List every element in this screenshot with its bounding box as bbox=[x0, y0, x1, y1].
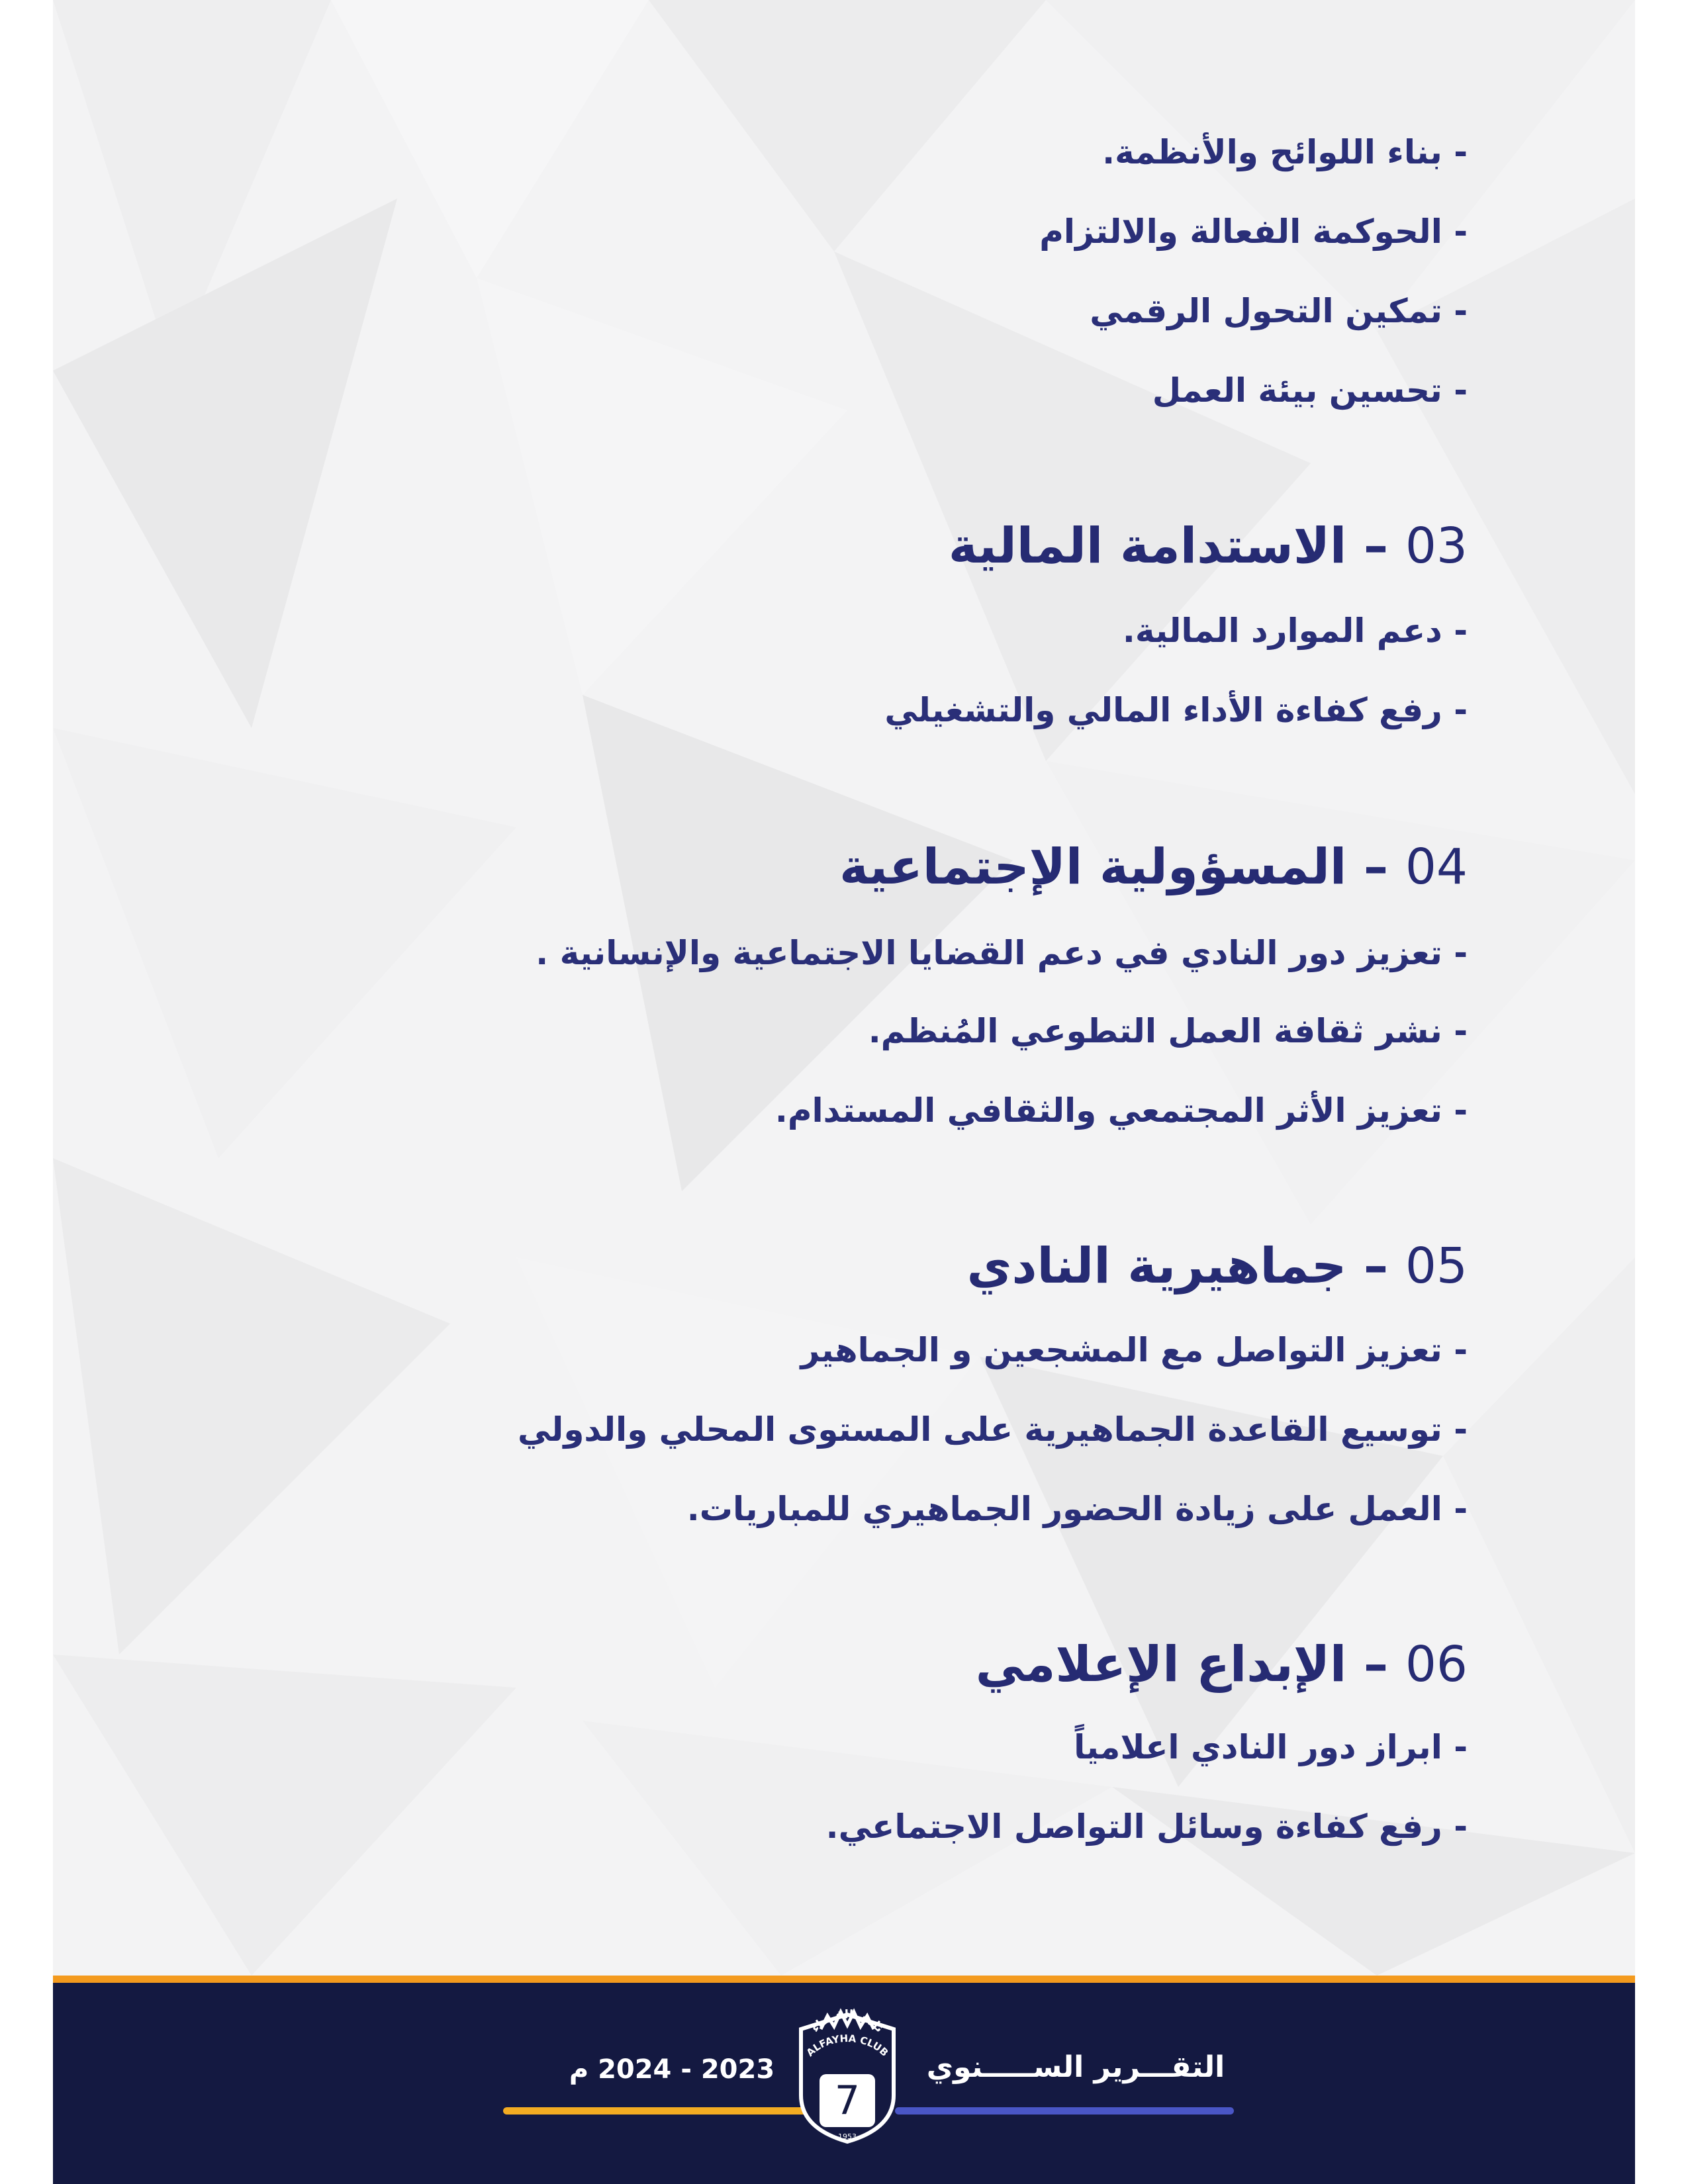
list-item: - تعزيز التواصل مع المشجعين و الجماهير bbox=[800, 1331, 1468, 1369]
section-title: – المسؤولية الإجتماعية bbox=[839, 839, 1389, 895]
page-number: 7 bbox=[834, 2077, 861, 2124]
section-heading-06 bbox=[976, 1631, 1468, 1698]
section-number: 03 bbox=[1405, 518, 1468, 574]
list-item: - ابراز دور النادي اعلامياً bbox=[1074, 1728, 1468, 1766]
footer-blue-bar bbox=[895, 2107, 1234, 2115]
list-item: - تمكين التحول الرقمي bbox=[1090, 292, 1468, 330]
list-item: - تحسين بيئة العمل bbox=[1152, 371, 1468, 410]
section-title: – الإبداع الإعلامي bbox=[975, 1636, 1389, 1693]
list-item: - العمل على زيادة الحضور الجماهيري للمباريات. bbox=[686, 1490, 1468, 1528]
list-item: - تعزيز الأثر المجتمعي والثقافي المستدام. bbox=[774, 1091, 1468, 1130]
section-heading-05 bbox=[967, 1233, 1468, 1299]
section-number: 04 bbox=[1405, 839, 1468, 895]
section-title: – الاستدامة المالية bbox=[948, 518, 1389, 574]
list-item: - الحوكمة الفعالة والالتزام bbox=[1039, 212, 1468, 251]
list-item: - تعزيز دور النادي في دعم القضايا الاجتماعية والإنسانية . bbox=[536, 934, 1468, 972]
section-heading-03 bbox=[949, 513, 1468, 579]
list-item: - بناء اللوائح والأنظمة. bbox=[1102, 133, 1468, 171]
logo-english-text: ALFAYHA CLUB bbox=[804, 2032, 891, 2059]
section-heading-04 bbox=[839, 834, 1468, 900]
section-number: 06 bbox=[1405, 1636, 1468, 1693]
report-title: التقـــرير الســـــنوي bbox=[926, 2050, 1225, 2084]
report-years: 2023 - 2024 م bbox=[569, 2054, 775, 2085]
section-number: 05 bbox=[1405, 1238, 1468, 1295]
list-item: - نشر ثقافة العمل التطوعي المُنظم. bbox=[868, 1012, 1468, 1050]
document-page bbox=[53, 0, 1635, 2184]
club-logo bbox=[788, 2003, 907, 2148]
list-item: - توسيع القاعدة الجماهيرية على المستوى المحلي والدولي bbox=[517, 1410, 1468, 1449]
list-item: - دعم الموارد المالية. bbox=[1122, 612, 1468, 650]
section-title: – جماهيرية النادي bbox=[966, 1238, 1389, 1295]
logo-arabic-text: نادي الفيحاء bbox=[808, 2007, 887, 2036]
list-item: - رفع كفاءة وسائل التواصل الاجتماعي. bbox=[825, 1807, 1468, 1846]
footer-orange-stripe bbox=[53, 1976, 1635, 1983]
list-item: - رفع كفاءة الأداء المالي والتشغيلي bbox=[884, 691, 1468, 729]
logo-year: 1953 bbox=[838, 2132, 857, 2141]
